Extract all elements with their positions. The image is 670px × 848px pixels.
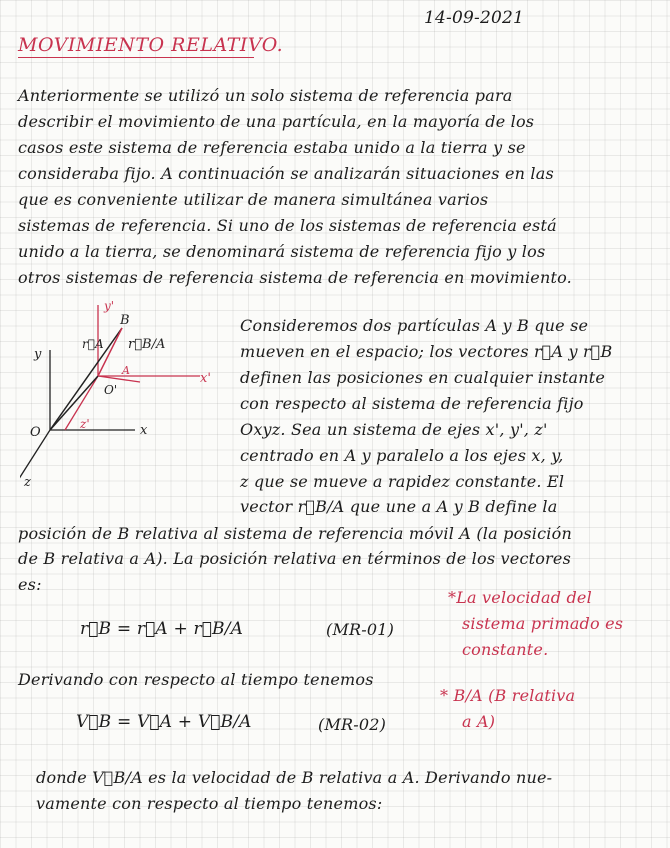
side-line-1: Consideremos dos partículas A y B que se (240, 316, 589, 335)
side-line-2: mueven en el espacio; los vectores r⃗A y r⃗B (240, 342, 613, 361)
intro-line-8: otros sistemas de referencia sistema de referencia en movimiento. (18, 268, 572, 287)
page-title: MOVIMIENTO RELATIVO. (18, 34, 284, 56)
reference-frames-diagram (20, 300, 230, 500)
label-z-prime: z' (80, 417, 90, 431)
equation-mr-02: V⃗B = V⃗A + V⃗B/A (76, 712, 252, 732)
label-ra: r⃗A (82, 337, 104, 351)
side-line-5: Oxyz. Sea un sistema de ejes x', y', z' (240, 420, 548, 439)
title-underline (18, 57, 254, 58)
label-y: y (34, 347, 42, 362)
label-B: B (120, 313, 130, 328)
side-line-4: con respecto al sistema de referencia fijo (240, 394, 584, 413)
intro-line-1: Anteriormente se utilizó un solo sistema de referencia para (18, 86, 513, 105)
final-line-1: donde V⃗B/A es la velocidad de B relativa a A. Derivando nue- (36, 768, 553, 787)
vector-rba (98, 328, 122, 376)
intro-line-3: casos este sistema de referencia estaba unido a la tierra y se (18, 138, 526, 157)
note-1-line-1: *La velocidad del (448, 588, 592, 607)
note-2-line-1: * B/A (B relativa (440, 686, 576, 705)
equation-mr-02-tag: (MR-02) (318, 715, 387, 734)
intro-line-5: que es conveniente utilizar de manera simultánea varios (18, 190, 489, 209)
date: 14-09-2021 (424, 8, 525, 28)
label-z: z (24, 475, 31, 490)
para-line-3: es: (18, 575, 42, 594)
side-line-8: vector r⃗B/A que une a A y B define la (240, 497, 558, 516)
label-O: O (30, 425, 41, 440)
side-line-6: centrado en A y paralelo a los ejes x, y, (240, 446, 564, 465)
note-1-line-3: constante. (462, 640, 549, 659)
side-line-3: definen las posiciones en cualquier instante (240, 368, 606, 387)
vector-a-mark (98, 376, 140, 382)
final-line-2: vamente con respecto al tiempo tenemos: (36, 794, 383, 813)
label-a: A (122, 364, 130, 377)
deriving-line: Derivando con respecto al tiempo tenemos (18, 670, 374, 689)
label-x: x (140, 423, 148, 438)
equation-mr-01-tag: (MR-01) (326, 620, 395, 639)
intro-line-4: consideraba fijo. A continuación se analizarán situaciones en las (18, 164, 554, 183)
label-o-prime: O' (104, 383, 118, 397)
label-x-prime: x' (200, 371, 211, 386)
para-line-2: de B relativa a A). La posición relativa en términos de los vectores (18, 549, 571, 568)
note-2-line-2: a A) (462, 712, 496, 731)
side-line-7: z que se mueve a rapidez constante. El (240, 472, 565, 491)
note-1-line-2: sistema primado es (462, 614, 624, 633)
equation-mr-01: r⃗B = r⃗A + r⃗B/A (80, 619, 244, 639)
vector-ra (50, 376, 98, 430)
label-y-prime: y' (104, 300, 115, 313)
intro-line-7: unido a la tierra, se denominará sistema de referencia fijo y los (18, 242, 546, 261)
label-rb: r⃗B/A (128, 337, 166, 352)
intro-line-6: sistemas de referencia. Si uno de los sistemas de referencia está (18, 216, 557, 235)
para-line-1: posición de B relativa al sistema de referencia móvil A (la posición (18, 524, 572, 543)
intro-line-2: describir el movimiento de una partícula, en la mayoría de los (18, 112, 535, 131)
